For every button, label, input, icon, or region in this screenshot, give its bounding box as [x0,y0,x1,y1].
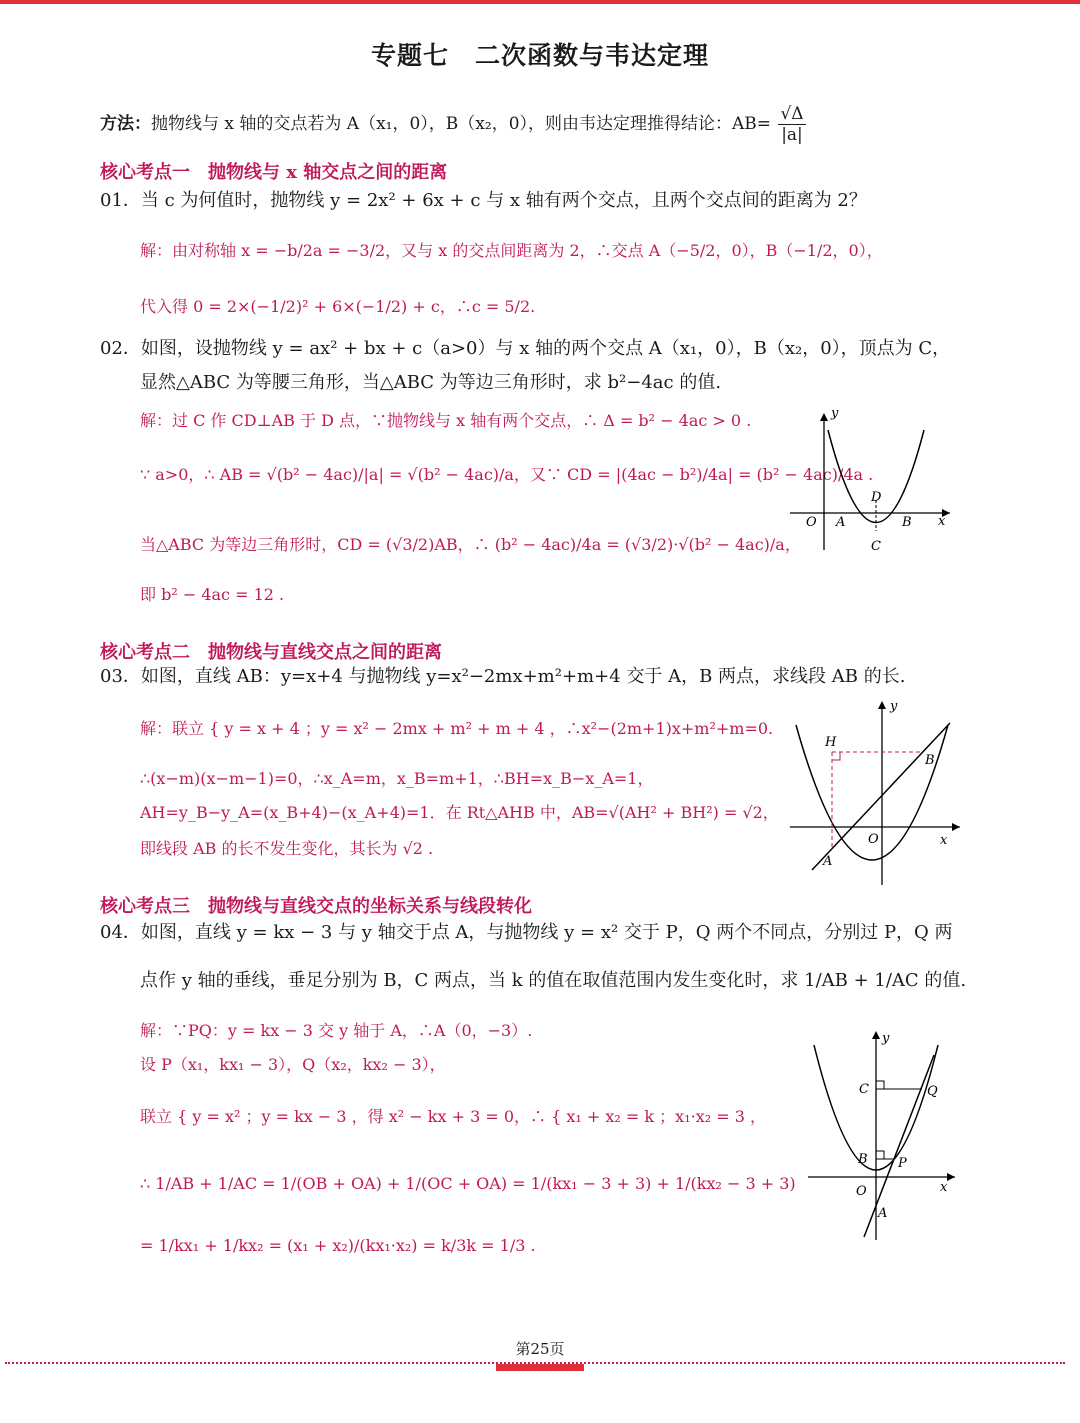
q4-x-arrow-icon [947,1173,955,1181]
q4-line-pq [864,1055,934,1237]
q4-label-a: A [878,1206,888,1221]
q4-label-y: y [882,1031,890,1046]
question-2-line-1: 02．如图，设抛物线 y = ax² + bx + c（a>0）与 x 轴的两个交点 A（x₁，0），B（x₂，0），顶点为 C， [100,338,951,359]
q4-figure [800,1025,965,1245]
q3-solution-line-2: ∴(x−m)(x−m−1)=0，∴x_A=m，x_B=m+1，∴BH=x_B−x_A=1， [140,769,654,788]
section-heading-3: 核心考点三 抛物线与直线交点的坐标关系与线段转化 [100,896,532,917]
q2-label-d: D [871,490,882,505]
question-3: 03．如图，直线 AB：y=x+4 与抛物线 y=x²−2mx+m²+m+4 交于 A，B 两点，求线段 AB 的长. [100,666,906,687]
method-text: 抛物线与 x 轴的交点若为 A（x₁，0），B（x₂，0），则由韦达定理推得结论：AB= [151,114,772,134]
q4-solution-line-5: = 1/kx₁ + 1/kx₂ = (x₁ + x₂)/(kx₁·x₂) = k/3k = 1/3 . [140,1236,536,1255]
question-1: 01．当 c 为何值时，抛物线 y = 2x² + 6x + c 与 x 轴有两个交点，且两个交点间的距离为 2？ [100,190,867,211]
q3-label-b: B [925,753,935,768]
q2-solution-line-4: 即 b² − 4ac = 12 . [140,585,285,604]
method-line [100,104,808,145]
q2-solution-line-1: 解：过 C 作 CD⊥AB 于 D 点，∵抛物线与 x 轴有两个交点，∴ Δ = b² − 4ac > 0 . [140,411,752,430]
q2-solution-line-2: ∵ a>0，∴ AB = √(b² − 4ac)/|a| = √(b² − 4ac)/a，又∵ CD = |(4ac − b²)/4a| = (b² − 4ac)/4a . [140,465,874,484]
q3-label-a: A [823,854,833,869]
q3-label-x: x [940,833,948,848]
method-formula-numerator: √Δ [780,104,804,124]
q2-figure [780,405,960,555]
q3-solution-line-4: 即线段 AB 的长不发生变化，其长为 √2 . [140,839,434,858]
section-heading-2: 核心考点二 抛物线与直线交点之间的距离 [100,642,442,663]
q4-y-arrow-icon [872,1031,880,1039]
method-formula [778,104,805,145]
footer-red-bar [496,1364,584,1371]
q4-label-b: B [858,1152,868,1167]
q1-solution-line-1: 解：由对称轴 x = −b/2a = −3/2，又与 x 的交点间距离为 2，∴交点 A（−5/2，0），B（−1/2，0）， [140,241,883,260]
q2-label-y: y [831,406,839,421]
q2-label-o: O [806,515,817,530]
section-heading-1: 核心考点一 抛物线与 x 轴交点之间的距离 [100,162,448,183]
q3-label-o: O [868,832,879,847]
q3-solution-line-3: AH=y_B−y_A=(x_B+4)−(x_A+4)=1．在 Rt△AHB 中，AB=√(AH² + BH²) = √2， [140,803,779,822]
q4-label-x: x [940,1180,948,1195]
q4-right-angle-b [876,1151,884,1159]
q3-label-y: y [890,699,898,714]
q3-y-arrow-icon [878,701,886,709]
q4-solution-line-2: 设 P（x₁，kx₁ − 3），Q（x₂，kx₂ − 3）， [140,1055,446,1074]
q4-right-angle-c [876,1081,884,1089]
q2-label-a: A [836,515,846,530]
q4-solution-line-1: 解：∵PQ：y = kx − 3 交 y 轴于 A，∴A（0，−3）. [140,1021,533,1040]
q4-label-q: Q [927,1084,938,1099]
q2-solution-line-3: 当△ABC 为等边三角形时，CD = (√3/2)AB，∴ (b² − 4ac)/4a = (√3/2)·√(b² − 4ac)/a， [140,535,801,554]
q2-label-c: C [871,539,881,554]
q3-figure [780,695,970,890]
q2-y-arrow-icon [820,413,828,421]
q4-label-p: P [898,1156,907,1171]
q4-label-c: C [859,1082,869,1097]
q4-label-o: O [856,1184,867,1199]
q2-label-x: x [938,514,946,529]
q3-x-arrow-icon [952,823,960,831]
method-label: 方法： [100,114,151,134]
q2-label-b: B [902,515,912,530]
question-2-line-2: 显然△ABC 为等腰三角形，当△ABC 为等边三角形时，求 b²−4ac 的值. [140,372,722,393]
q3-right-angle-mark [832,752,840,760]
q4-solution-line-3: 联立 { y = x² ；y = kx − 3 ，得 x² − kx + 3 = 0，∴ { x₁ + x₂ = k ；x₁·x₂ = 3 ， [140,1107,766,1126]
q4-solution-line-4: ∴ 1/AB + 1/AC = 1/(OB + OA) + 1/(OC + OA) = 1/(kx₁ − 3 + 3) + 1/(kx₂ − 3 + 3) [140,1174,796,1193]
q3-solution-line-1: 解：联立 { y = x + 4 ；y = x² − 2mx + m² + m + 4 ，∴x²−(2m+1)x+m²+m=0. [140,719,774,738]
q1-solution-line-2: 代入得 0 = 2×(−1/2)² + 6×(−1/2) + c，∴c = 5/2. [140,297,536,316]
page-title: 专题七 二次函数与韦达定理 [370,41,709,70]
q3-label-h: H [825,735,837,750]
top-rule [0,0,1080,4]
q2-parabola [828,430,924,523]
question-4-line-2: 点作 y 轴的垂线，垂足分别为 B，C 两点，当 k 的值在取值范围内发生变化时，求 1/AB + 1/AC 的值. [140,970,967,991]
method-formula-denominator: |a| [781,125,803,145]
question-4-line-1: 04．如图，直线 y = kx − 3 与 y 轴交于点 A，与抛物线 y = x² 交于 P，Q 两个不同点，分别过 P，Q 两 [100,922,953,943]
page-number: 第25页 [515,1340,565,1358]
